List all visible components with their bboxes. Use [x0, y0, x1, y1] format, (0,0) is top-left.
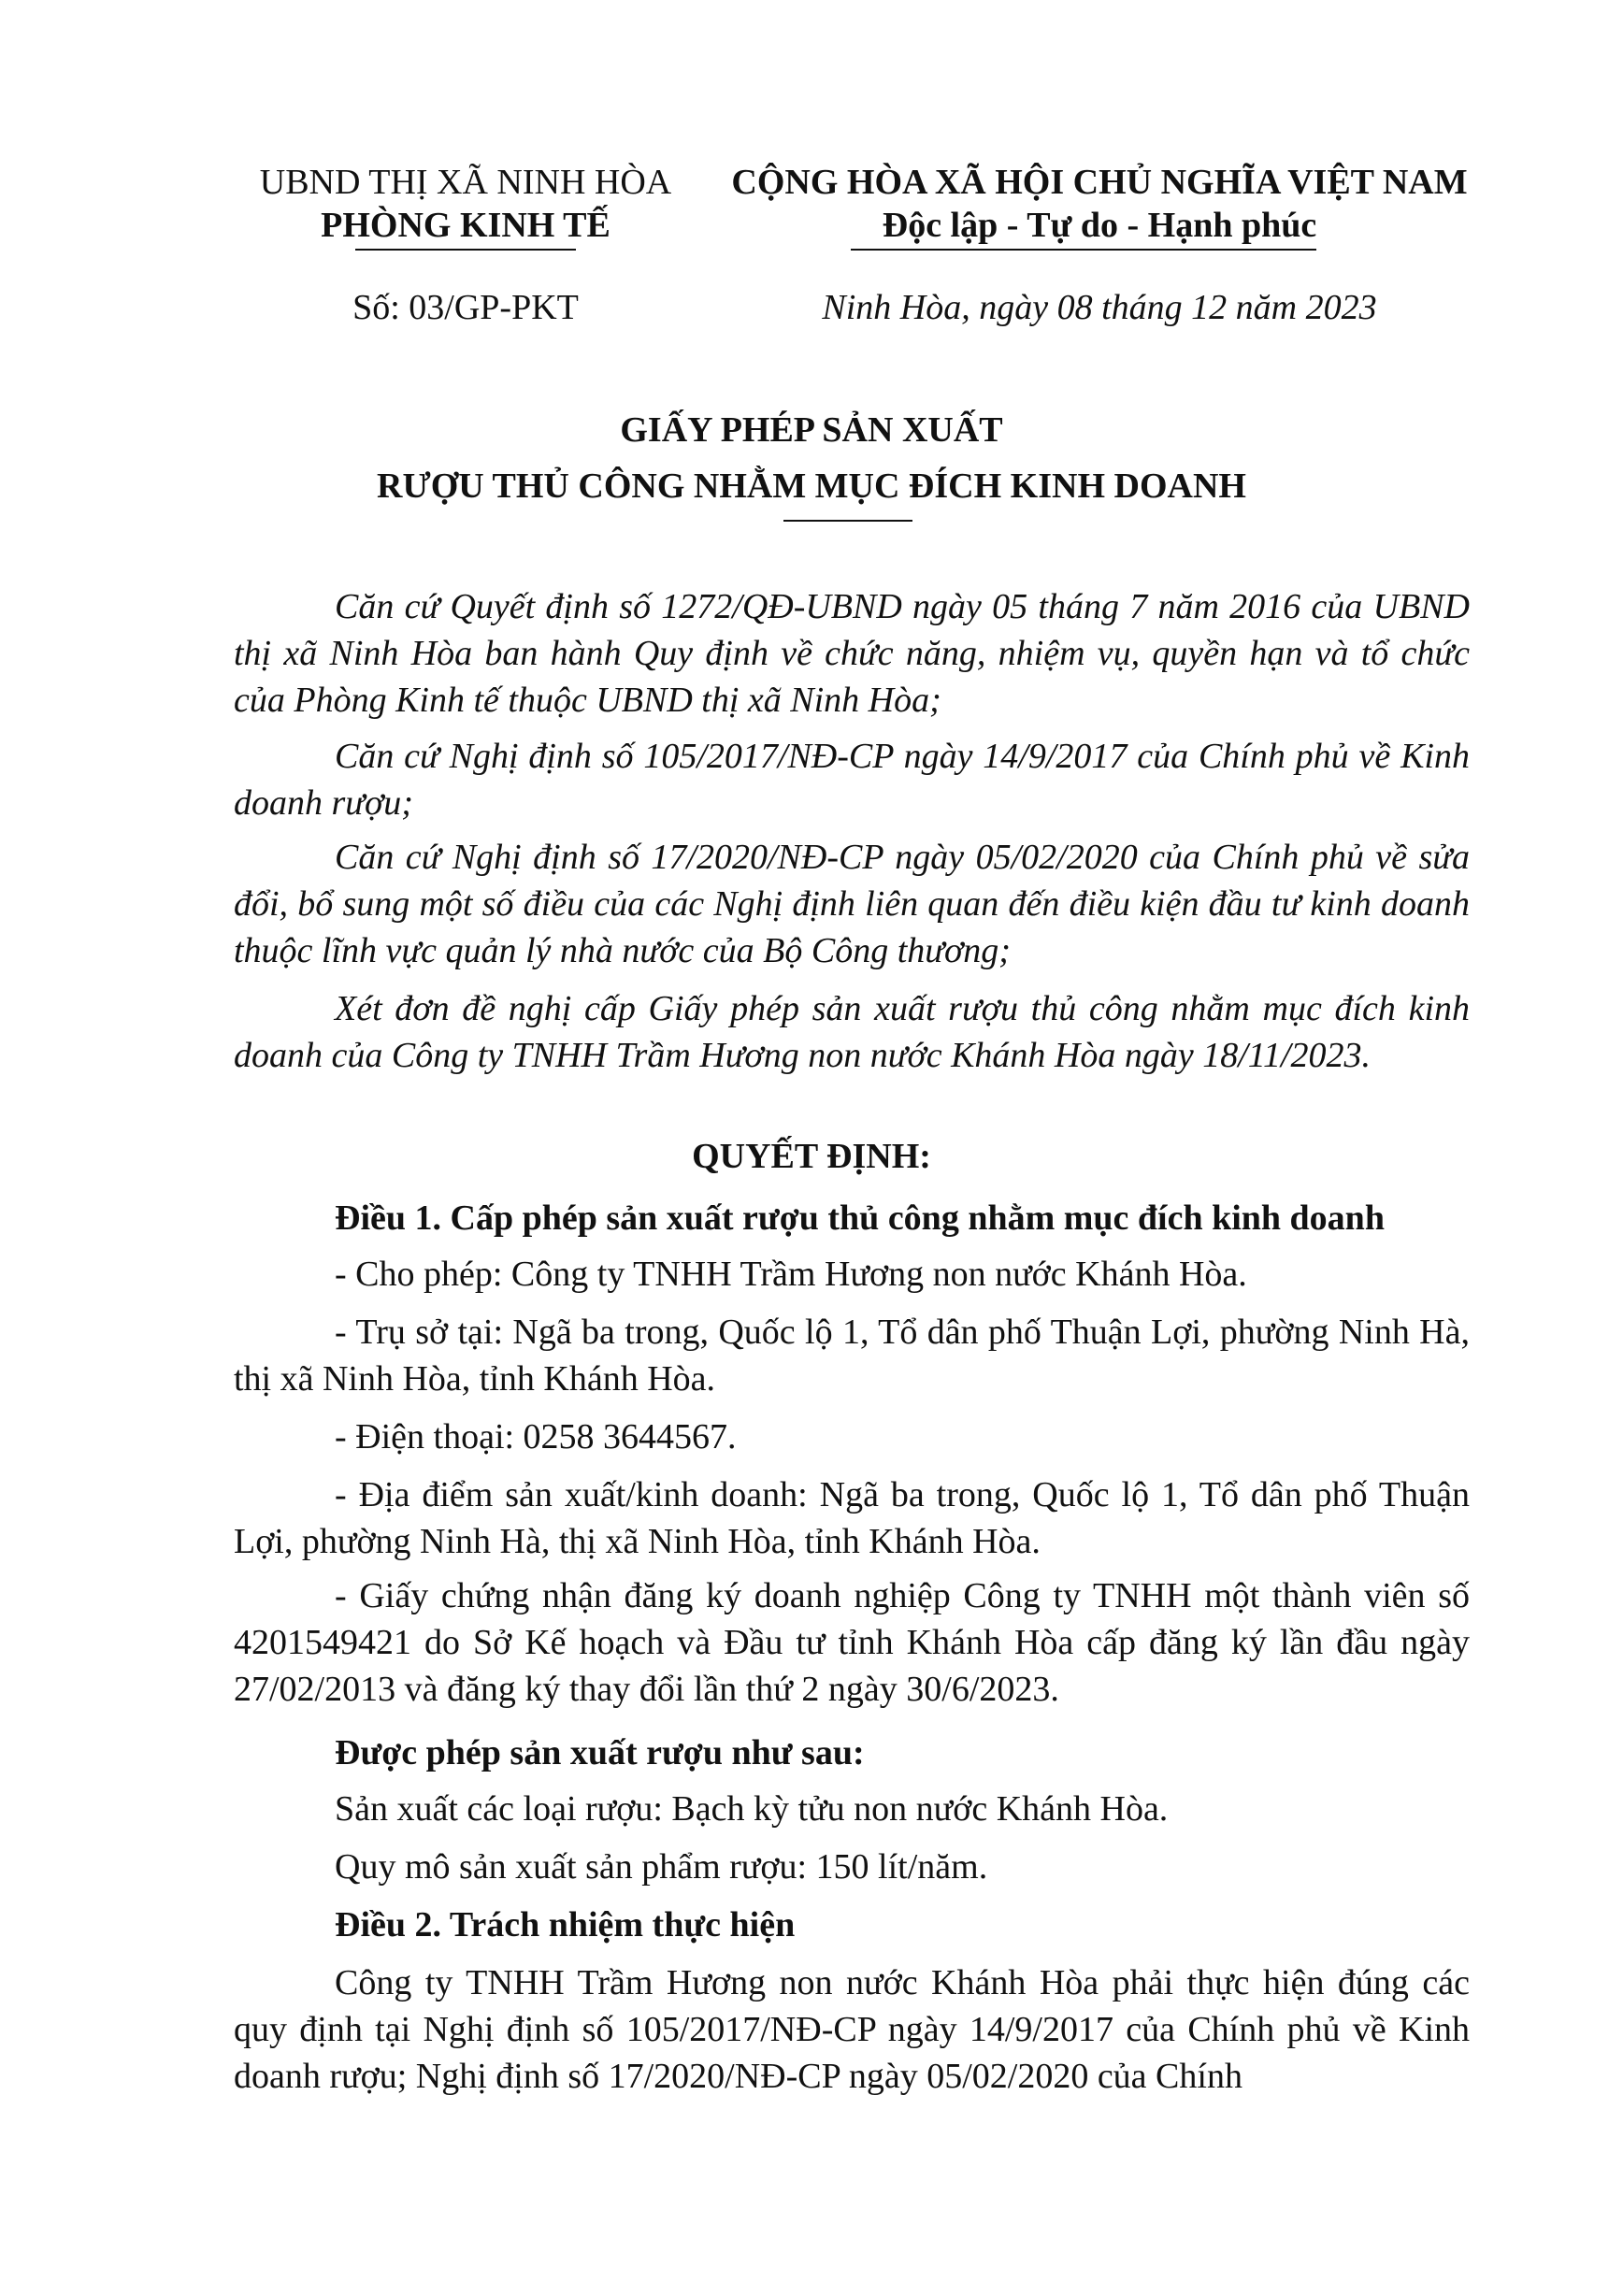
preamble-consideration: Xét đơn đề nghị cấp Giấy phép sản xuất rượu thủ công nhằm mục đích kinh doanh của Công ty TNHH Trầm Hương non nước Khánh Hòa ngày 18/11/2023.: [234, 989, 1470, 1075]
left-header-underline: [355, 249, 576, 251]
right-header-underline: [851, 249, 1316, 251]
article-1-phone: - Điện thoại: 0258 3644567.: [335, 1417, 737, 1457]
issue-date: Ninh Hòa, ngày 08 tháng 12 năm 2023: [822, 288, 1377, 327]
article-2-body: Công ty TNHH Trầm Hương non nước Khánh Hòa phải thực hiện đúng các quy định tại Nghị định số 105/2017/NĐ-CP ngày 14/9/2017 của Chính phủ về Kinh doanh rượu; Nghị định số 17/2020/NĐ-CP ngày 05/02/2020 của Chính: [234, 1963, 1470, 2096]
article-1-products: Sản xuất các loại rượu: Bạch kỳ tửu non nước Khánh Hòa.: [335, 1789, 1169, 1829]
national-motto: Độc lập - Tự do - Hạnh phúc: [882, 206, 1317, 245]
document-number: Số: 03/GP-PKT: [352, 288, 579, 327]
article-1-permitted-heading: Được phép sản xuất rượu như sau:: [335, 1733, 865, 1772]
article-1-production-location: - Địa điểm sản xuất/kinh doanh: Ngã ba trong, Quốc lộ 1, Tổ dân phố Thuận Lợi, phường Ninh Hà, thị xã Ninh Hòa, tỉnh Khánh Hòa.: [234, 1475, 1470, 1561]
article-1-business-certificate: - Giấy chứng nhận đăng ký doanh nghiệp Công ty TNHH một thành viên số 4201549421 do Sở Kế hoạch và Đầu tư tỉnh Khánh Hòa cấp đăng ký lần đầu ngày 27/02/2013 và đăng ký thay đổi lần thứ 2 ngày 30/6/2023.: [234, 1576, 1470, 1709]
issuing-authority: UBND THỊ XÃ NINH HÒA: [259, 163, 672, 202]
article-1-heading: Điều 1. Cấp phép sản xuất rượu thủ công nhằm mục đích kinh doanh: [335, 1198, 1385, 1238]
document-title-line2: RƯỢU THỦ CÔNG NHẰM MỤC ĐÍCH KINH DOANH: [377, 466, 1246, 506]
preamble-basis-3: Căn cứ Nghị định số 17/2020/NĐ-CP ngày 05/02/2020 của Chính phủ về sửa đổi, bổ sung một số điều của các Nghị định liên quan đến điều kiện đầu tư kinh doanh thuộc lĩnh vực quản lý nhà nước của Bộ Công thương;: [234, 838, 1470, 970]
title-underline: [783, 520, 912, 522]
preamble-basis-2: Căn cứ Nghị định số 105/2017/NĐ-CP ngày 14/9/2017 của Chính phủ về Kinh doanh rượu;: [234, 737, 1470, 823]
preamble-basis-1: Căn cứ Quyết định số 1272/QĐ-UBND ngày 05 tháng 7 năm 2016 của UBND thị xã Ninh Hòa ban hành Quy định về chức năng, nhiệm vụ, quyền hạn và tổ chức của Phòng Kinh tế thuộc UBND thị xã Ninh Hòa;: [234, 587, 1470, 720]
document-title-line1: GIẤY PHÉP SẢN XUẤT: [620, 410, 1003, 450]
article-1-head-office: - Trụ sở tại: Ngã ba trong, Quốc lộ 1, Tổ dân phố Thuận Lợi, phường Ninh Hà, thị xã Ninh Hòa, tỉnh Khánh Hòa.: [234, 1313, 1470, 1399]
decision-heading: QUYẾT ĐỊNH:: [692, 1137, 931, 1176]
issuing-department: PHÒNG KINH TẾ: [321, 206, 610, 245]
article-1-allowed-company: - Cho phép: Công ty TNHH Trầm Hương non nước Khánh Hòa.: [335, 1255, 1247, 1294]
national-title: CỘNG HÒA XÃ HỘI CHỦ NGHĨA VIỆT NAM: [731, 163, 1468, 202]
article-2-heading: Điều 2. Trách nhiệm thực hiện: [335, 1905, 796, 1944]
article-1-scale: Quy mô sản xuất sản phẩm rượu: 150 lít/năm.: [335, 1847, 988, 1887]
